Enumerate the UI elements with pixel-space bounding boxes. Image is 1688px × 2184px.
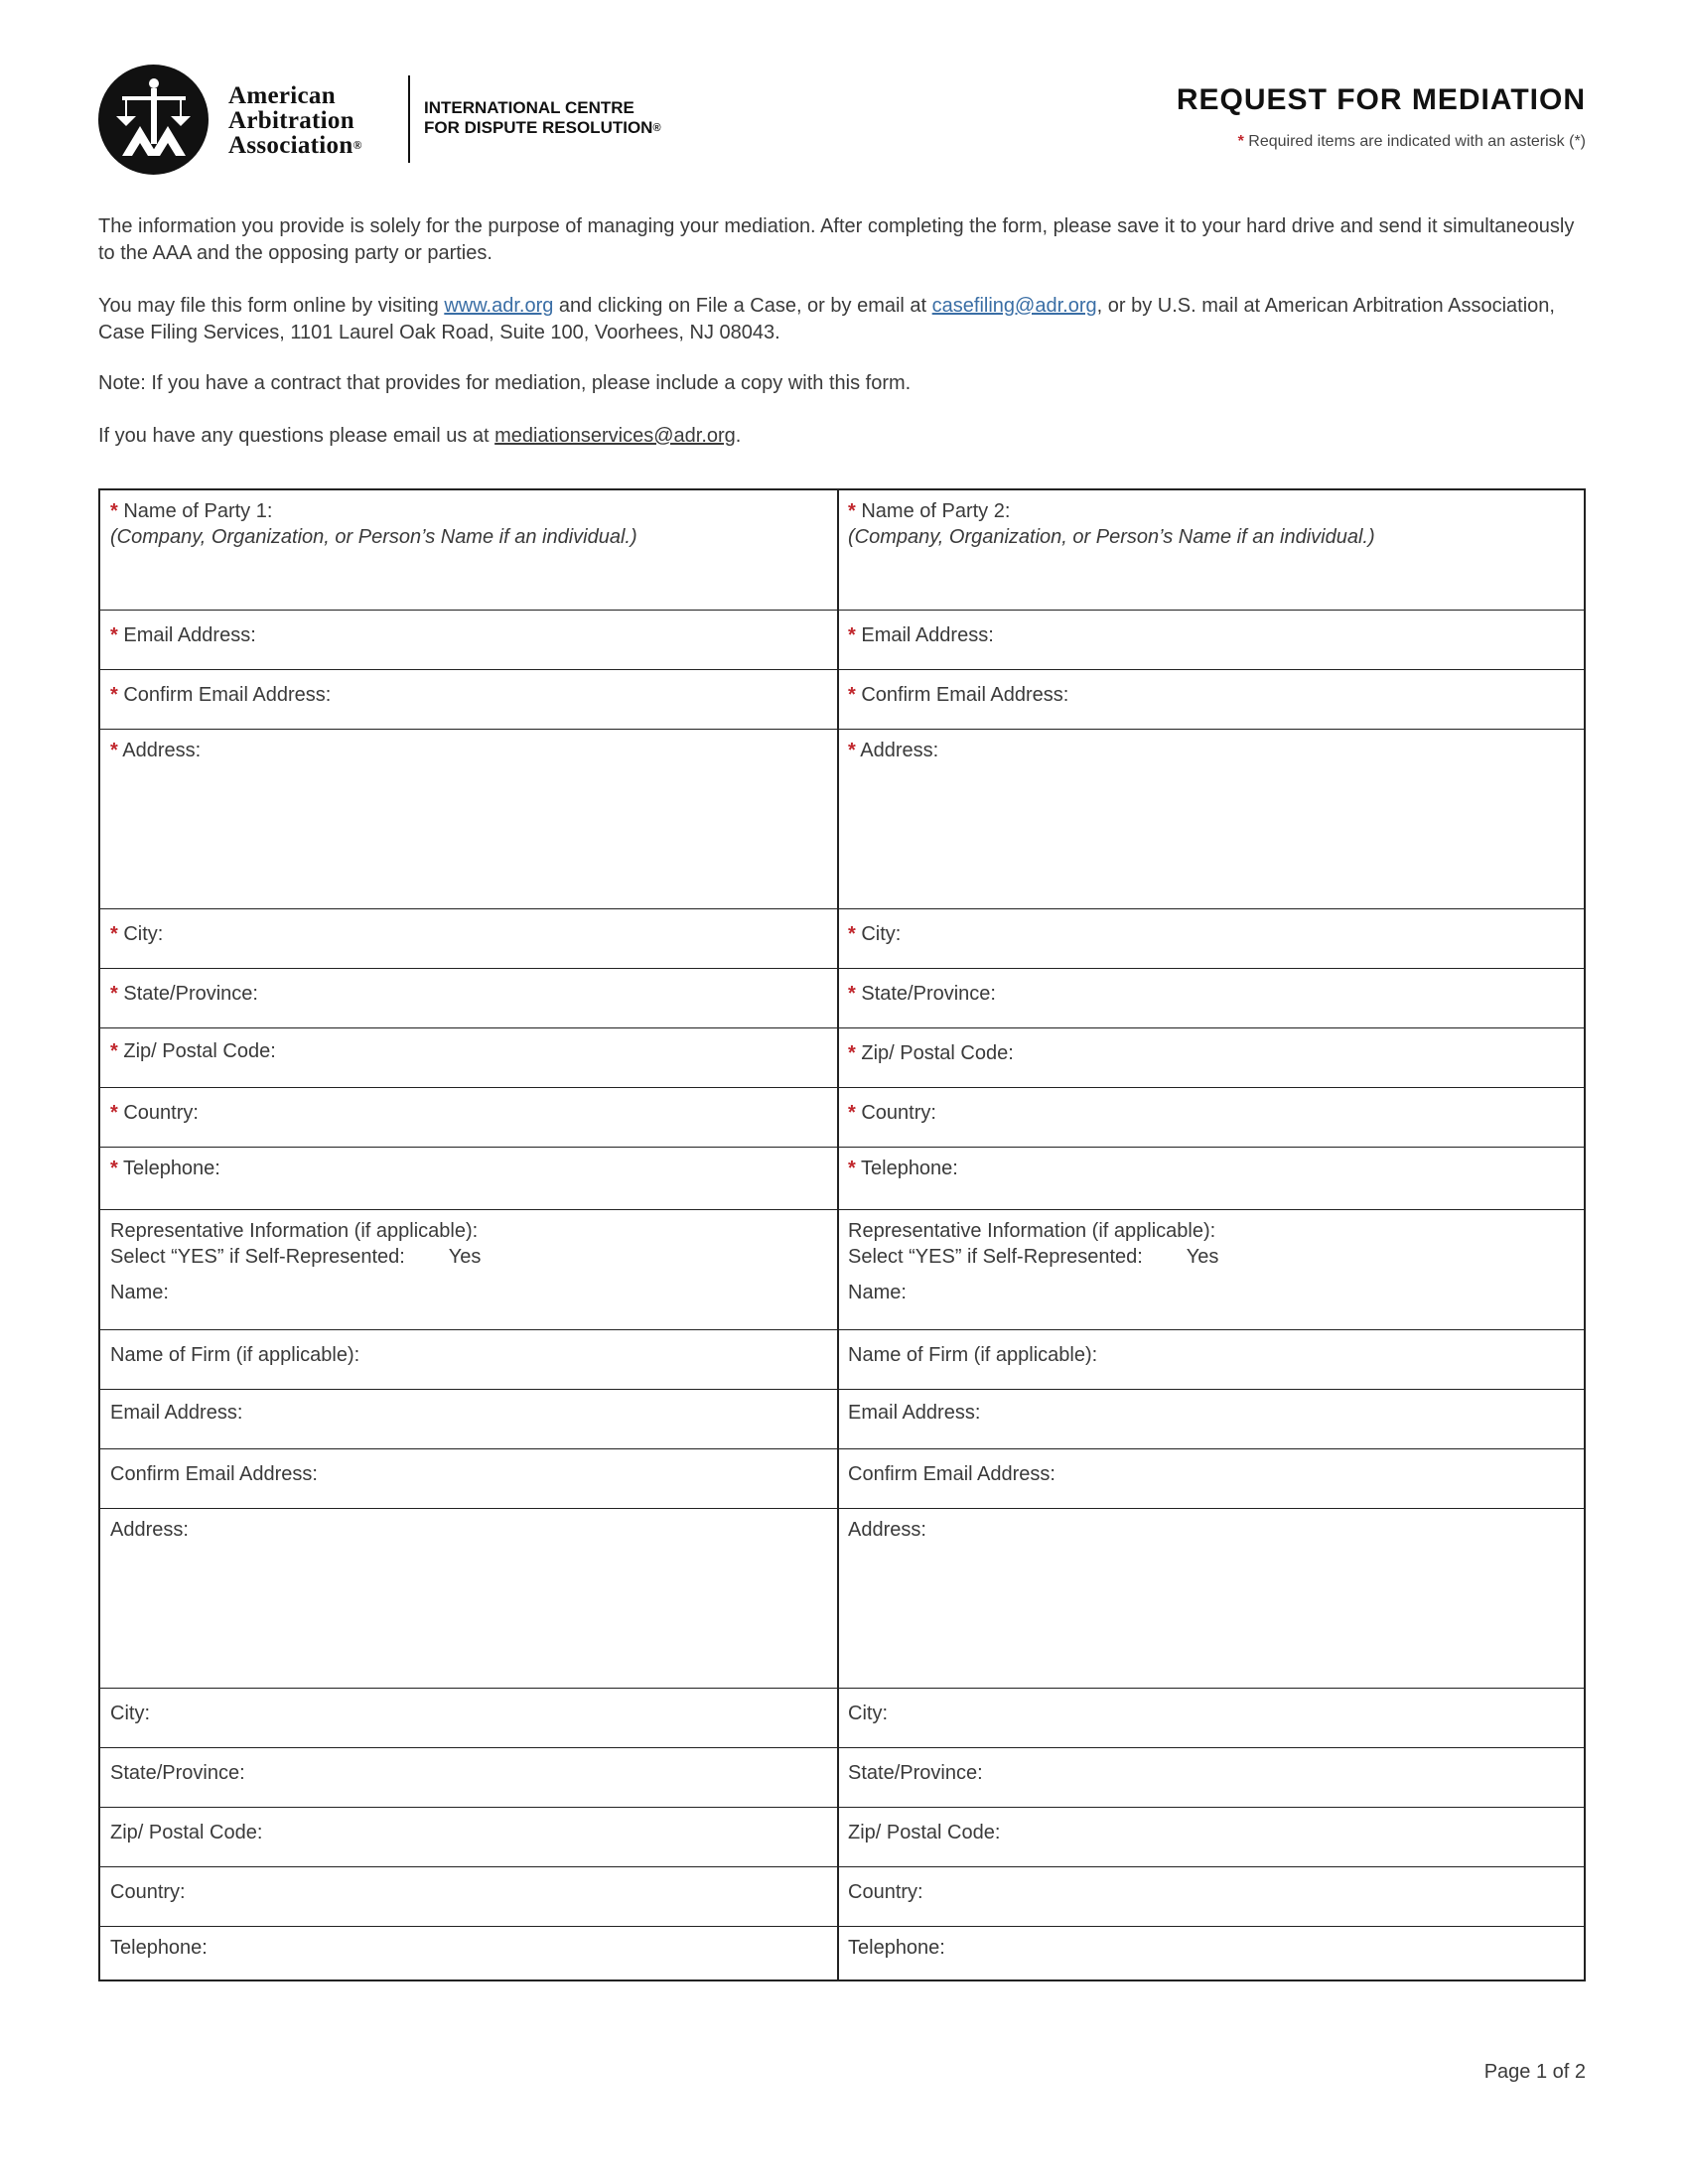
party1-country-field[interactable]: * Country:	[110, 1102, 199, 1124]
party1-firm-field[interactable]: Name of Firm (if applicable):	[110, 1344, 360, 1366]
party1-email-field[interactable]: * Email Address:	[110, 624, 256, 646]
party2-zip-field[interactable]: * Zip/ Postal Code:	[848, 1042, 1014, 1064]
icdr-wordmark: INTERNATIONAL CENTRE FOR DISPUTE RESOLUTION®	[424, 98, 661, 137]
party2-state-field[interactable]: * State/Province:	[848, 983, 996, 1005]
party2-rep-country-field[interactable]: Country:	[848, 1881, 923, 1903]
row-confirm-email	[100, 670, 1584, 730]
party1-rep-name-field[interactable]: Name:	[110, 1282, 169, 1303]
scales-of-justice-icon	[98, 65, 209, 175]
row-representative	[100, 1210, 1584, 1330]
party2-rep-city-field[interactable]: City:	[848, 1703, 888, 1724]
row-country	[100, 1088, 1584, 1148]
party2-rep-name-field[interactable]: Name:	[848, 1282, 907, 1303]
page-number: Page 1 of 2	[1483, 2061, 1586, 2083]
casefiling-email-link[interactable]: casefiling@adr.org	[931, 295, 1097, 317]
party1-representative-field: Representative Information (if applicable): Select “YES” if Self-Represented: Yes Name:	[100, 1210, 837, 1329]
party2-rep-email-field[interactable]: Email Address:	[848, 1402, 981, 1424]
row-rep-telephone	[100, 1927, 1584, 1983]
row-rep-state	[100, 1748, 1584, 1808]
party2-name-field[interactable]: * Name of Party 2: (Company, Organization, or Person’s Name if an individual.)	[848, 500, 1375, 548]
party2-rep-state-field[interactable]: State/Province:	[848, 1762, 983, 1784]
party1-address-field[interactable]: * Address:	[110, 740, 202, 761]
party1-rep-state-field[interactable]: State/Province:	[110, 1762, 245, 1784]
row-rep-zip	[100, 1808, 1584, 1867]
intro-paragraph-3: Note: If you have a contract that provides for mediation, please include a copy with this form.	[98, 372, 912, 394]
party1-confirm-email-field[interactable]: * Confirm Email Address:	[110, 684, 332, 706]
row-rep-address	[100, 1509, 1584, 1689]
party1-name-field[interactable]: * Name of Party 1: (Company, Organization, or Person’s Name if an individual.)	[110, 500, 637, 548]
party2-confirm-email-field[interactable]: * Confirm Email Address:	[848, 684, 1069, 706]
party1-rep-zip-field[interactable]: Zip/ Postal Code:	[110, 1822, 263, 1843]
aaa-wordmark: American Arbitration Association®	[228, 82, 362, 159]
page-title: REQUEST FOR MEDIATION	[1176, 83, 1586, 116]
party2-city-field[interactable]: * City:	[848, 923, 902, 945]
row-firm	[100, 1330, 1584, 1390]
party2-rep-zip-field[interactable]: Zip/ Postal Code:	[848, 1822, 1001, 1843]
party1-rep-city-field[interactable]: City:	[110, 1703, 150, 1724]
party1-state-field[interactable]: * State/Province:	[110, 983, 258, 1005]
party1-zip-field[interactable]: * Zip/ Postal Code:	[110, 1040, 276, 1062]
party1-self-represented-yes[interactable]: Yes	[448, 1246, 482, 1268]
required-note: * Required items are indicated with an asterisk (*)	[1237, 133, 1586, 150]
party2-firm-field[interactable]: Name of Firm (if applicable):	[848, 1344, 1098, 1366]
party2-representative-field: Representative Information (if applicable): Select “YES” if Self-Represented: Yes Name:	[838, 1210, 1585, 1329]
row-state	[100, 969, 1584, 1028]
row-party-name	[100, 490, 1584, 611]
party1-rep-confirm-email-field[interactable]: Confirm Email Address:	[110, 1463, 318, 1485]
header	[98, 62, 1586, 181]
party2-rep-telephone-field[interactable]: Telephone:	[848, 1937, 945, 1959]
mediation-services-email-link[interactable]: mediationservices@adr.org	[494, 425, 736, 447]
party2-country-field[interactable]: * Country:	[848, 1102, 936, 1124]
party1-rep-country-field[interactable]: Country:	[110, 1881, 186, 1903]
row-rep-country	[100, 1867, 1584, 1927]
intro-paragraph-2: You may file this form online by visiting www.adr.org and clicking on File a Case, or by email at casefiling@adr.org, or by U.S. mail at American Arbitration Association, Case Filing Services, 1101 Laurel Oak Road, Suite 100, Voorhees, NJ 08043.	[98, 295, 1555, 343]
row-city	[100, 909, 1584, 969]
party2-self-represented-yes[interactable]: Yes	[1186, 1246, 1219, 1268]
party1-rep-address-field[interactable]: Address:	[110, 1519, 189, 1541]
party1-city-field[interactable]: * City:	[110, 923, 164, 945]
party2-telephone-field[interactable]: * Telephone:	[848, 1158, 958, 1179]
row-address	[100, 730, 1584, 909]
row-rep-city	[100, 1689, 1584, 1748]
row-email	[100, 611, 1584, 670]
intro-paragraph-1: The information you provide is solely for the purpose of managing your mediation. After completing the form, please save it to your hard drive and send it simultaneously to the AAA and the opposing party or parties.	[98, 215, 1575, 264]
row-rep-confirm-email	[100, 1449, 1584, 1509]
party2-rep-address-field[interactable]: Address:	[848, 1519, 926, 1541]
mediation-form-table	[98, 488, 1586, 1981]
party2-email-field[interactable]: * Email Address:	[848, 624, 994, 646]
party1-rep-telephone-field[interactable]: Telephone:	[110, 1937, 208, 1959]
aaa-logo	[98, 65, 209, 175]
party1-rep-email-field[interactable]: Email Address:	[110, 1402, 243, 1424]
row-rep-email	[100, 1390, 1584, 1449]
party2-rep-confirm-email-field[interactable]: Confirm Email Address:	[848, 1463, 1055, 1485]
row-telephone	[100, 1148, 1584, 1210]
adr-website-link[interactable]: www.adr.org	[444, 295, 554, 317]
intro-paragraph-4: If you have any questions please email us at mediationservices@adr.org.	[98, 425, 742, 447]
party2-address-field[interactable]: * Address:	[848, 740, 939, 761]
row-zip	[100, 1028, 1584, 1088]
logo-divider	[408, 75, 410, 163]
party1-telephone-field[interactable]: * Telephone:	[110, 1158, 220, 1179]
